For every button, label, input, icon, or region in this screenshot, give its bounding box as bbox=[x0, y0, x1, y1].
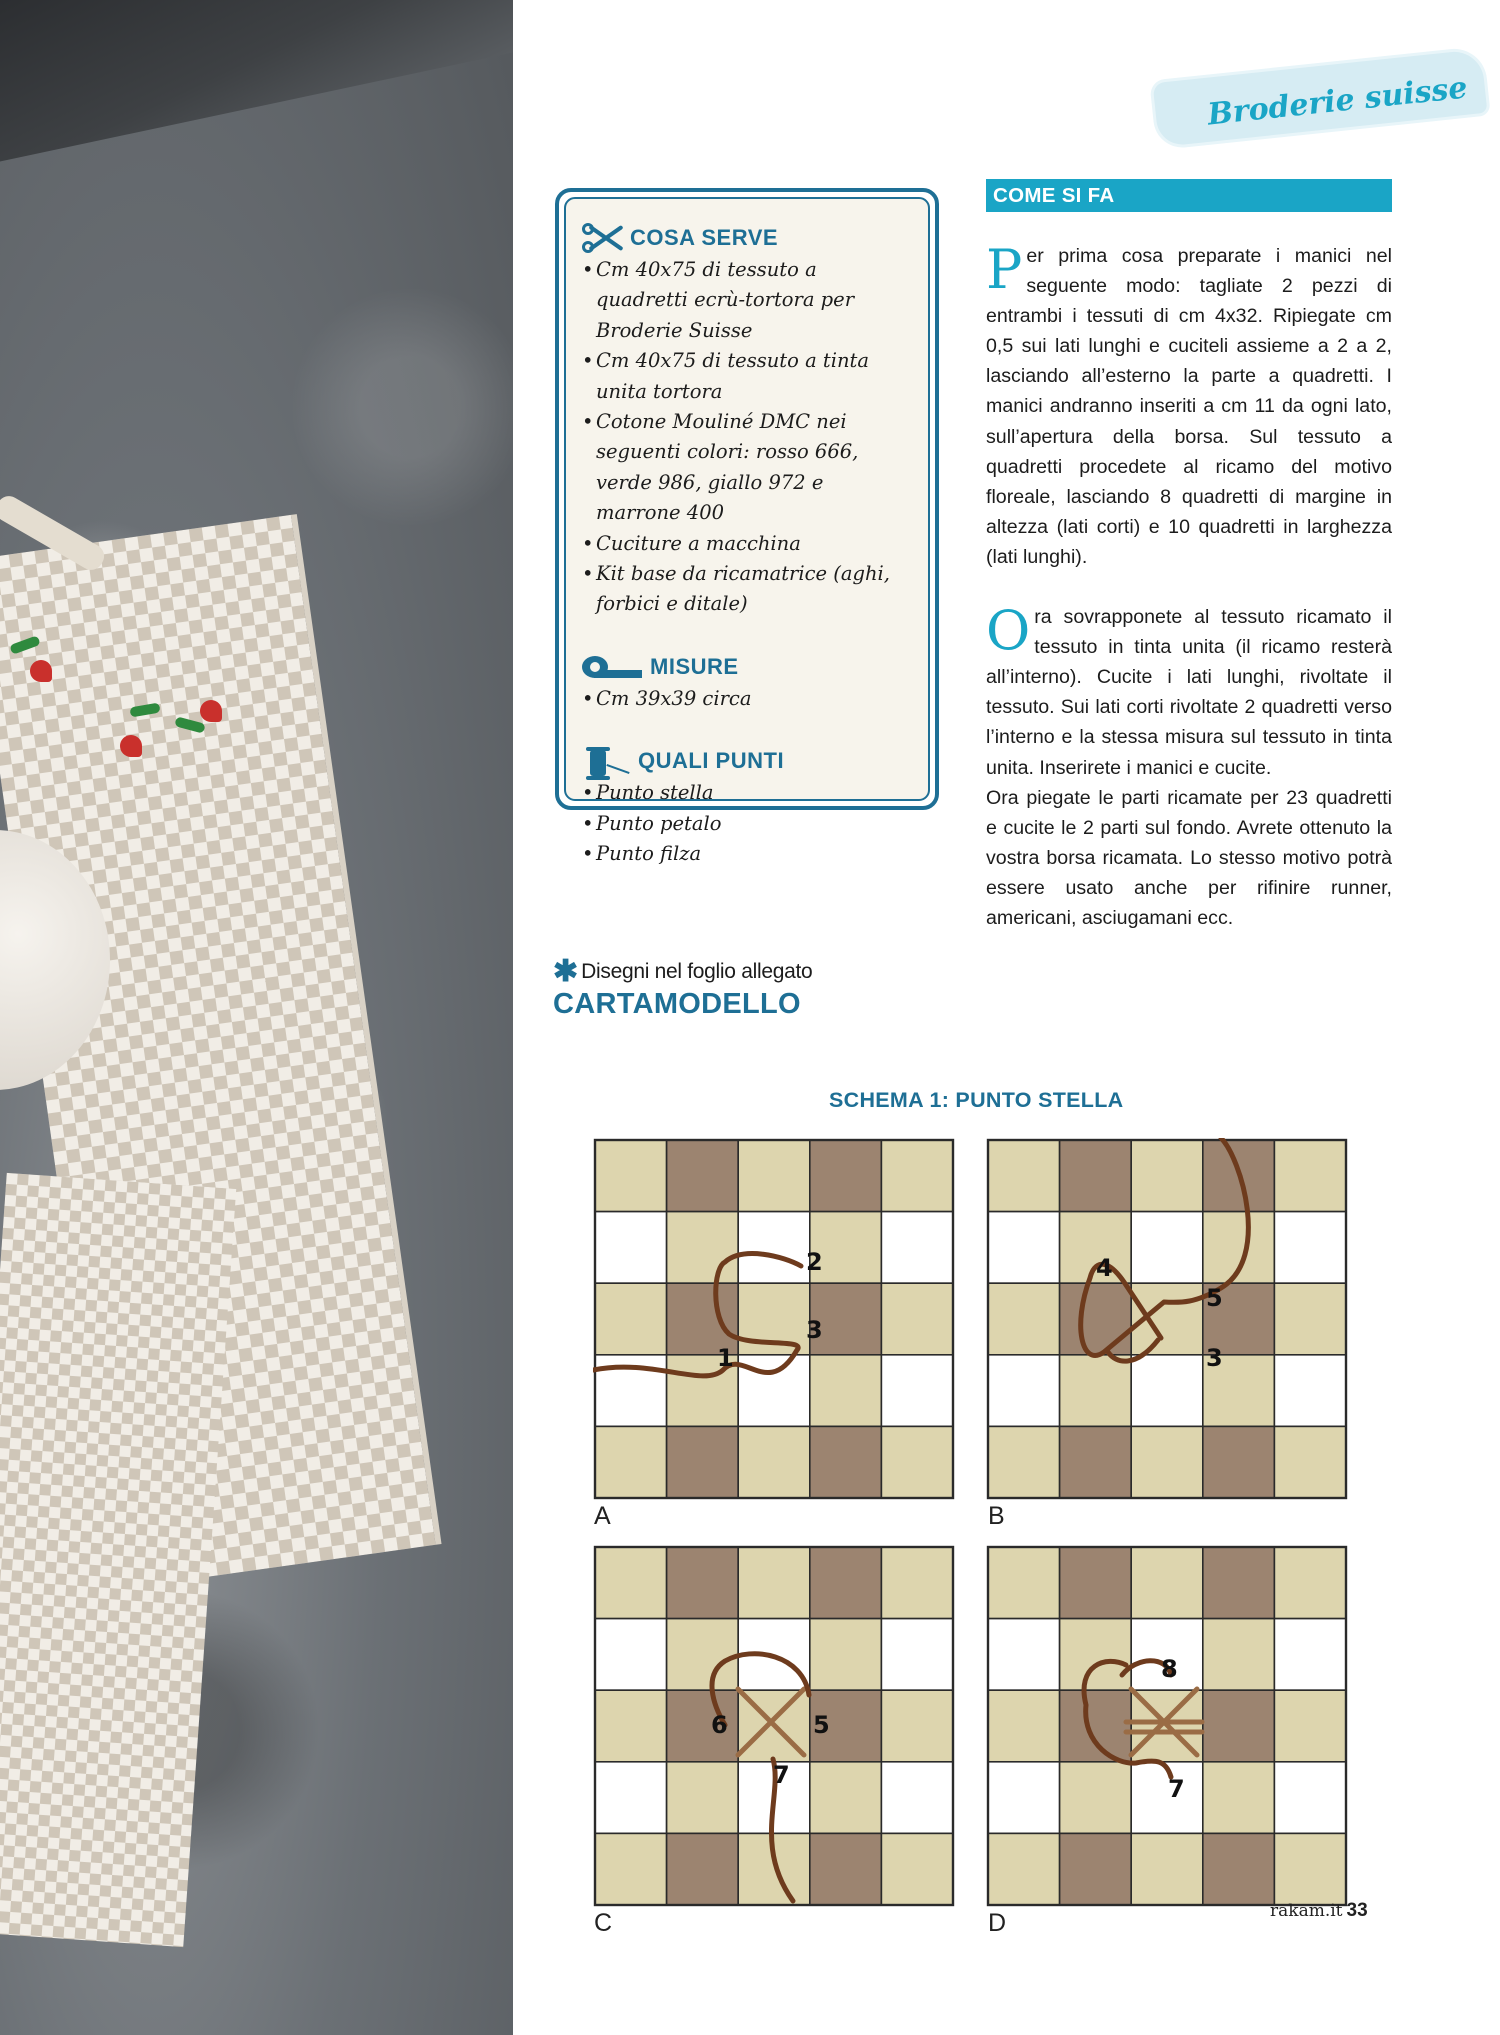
grid-cell bbox=[988, 1762, 1060, 1834]
measuring-tape-icon bbox=[582, 652, 646, 682]
materials-box-inner bbox=[564, 197, 930, 866]
grid-cell bbox=[738, 1140, 810, 1212]
page-footer bbox=[1270, 1900, 1368, 1922]
stitch-number: 3 bbox=[806, 1316, 823, 1344]
grid-cell bbox=[738, 1547, 810, 1619]
grid-cell bbox=[1203, 1833, 1275, 1905]
grid-cell bbox=[595, 1140, 667, 1212]
materials-list bbox=[582, 255, 912, 620]
grid-cell bbox=[1274, 1833, 1346, 1905]
list-item: • Punto stella bbox=[582, 778, 912, 808]
grid-cell bbox=[988, 1690, 1060, 1762]
grid-cell bbox=[667, 1547, 739, 1619]
grid-cell bbox=[1131, 1140, 1203, 1212]
grid-cell bbox=[1274, 1762, 1346, 1834]
embroidered-flower bbox=[200, 700, 222, 722]
grid-cell bbox=[810, 1833, 882, 1905]
section-tag bbox=[1155, 60, 1485, 140]
materials-title: COSA SERVE bbox=[630, 225, 779, 250]
grid-cell bbox=[1274, 1355, 1346, 1427]
grid-cell bbox=[988, 1283, 1060, 1355]
grid-cell bbox=[595, 1690, 667, 1762]
grid-cell bbox=[1274, 1212, 1346, 1284]
stitches-list bbox=[582, 778, 912, 869]
list-item: • Cm 40x75 di tessuto a quadretti ecrù-tortora per Broderie Suisse bbox=[582, 255, 912, 346]
grid-cell bbox=[1203, 1426, 1275, 1498]
grid-cell bbox=[667, 1619, 739, 1691]
list-item: • Cm 39x39 circa bbox=[582, 684, 912, 714]
grid-cell bbox=[1060, 1762, 1132, 1834]
drop-cap: P bbox=[986, 238, 1023, 301]
grid-cell bbox=[1060, 1619, 1132, 1691]
instructions-paragraph bbox=[986, 599, 1392, 783]
grid-cell bbox=[988, 1547, 1060, 1619]
grid-cell bbox=[881, 1547, 953, 1619]
asterisk-icon: ✱ bbox=[553, 955, 579, 988]
stitches-heading bbox=[582, 744, 912, 778]
diagram-panel-b bbox=[986, 1138, 1346, 1498]
stitch-grid bbox=[593, 1138, 955, 1500]
grid-cell bbox=[595, 1619, 667, 1691]
grid-cell bbox=[1203, 1619, 1275, 1691]
grid-cell bbox=[881, 1833, 953, 1905]
grid-cell bbox=[1274, 1547, 1346, 1619]
list-item: • Cuciture a macchina bbox=[582, 529, 912, 559]
grid-cell bbox=[667, 1833, 739, 1905]
stitch-number: 1 bbox=[717, 1344, 734, 1372]
tag-text: Broderie suisse bbox=[1205, 70, 1470, 133]
grid-cell bbox=[1131, 1212, 1203, 1284]
drop-cap: O bbox=[986, 599, 1031, 663]
grid-cell bbox=[738, 1212, 810, 1284]
paragraph-text: er prima cosa preparate i manici nel seguente modo: tagliate 2 pezzi di entrambi i tessuti di cm 4x32. Ripiegate cm 0,5 sui lati lunghi e cuciteli assieme a 2 a 2, lasciando all’esterno la parte a quadretti. I manici andranno inseriti a cm 11 da ogni lato, sull’apertura della borsa. Sul tessuto a quadretti procedete al ricamo del motivo floreale, lasciando 8 quadretti di margine in altezza (lati corti) e 10 quadretti in larghezza (lati lunghi). bbox=[986, 245, 1392, 568]
list-item: • Kit base da ricamatrice (aghi, forbici e ditale) bbox=[582, 559, 912, 620]
grid-cell bbox=[988, 1426, 1060, 1498]
panel-label-a: A bbox=[594, 1502, 611, 1530]
product-photo bbox=[0, 0, 513, 2035]
stitch-number: 5 bbox=[813, 1711, 830, 1739]
instructions-paragraph: Ora piegate le parti ricamate per 23 quadretti e cucite le 2 parti sul fondo. Avrete ottenuto la vostra borsa ricamata. Lo stesso motivo potrà essere usato anche per rifinire runner, americani, asciugamani ecc. bbox=[986, 786, 1392, 929]
panel-label-d: D bbox=[988, 1909, 1007, 1937]
instructions-text bbox=[986, 238, 1392, 933]
grid-cell bbox=[881, 1212, 953, 1284]
pattern-note bbox=[553, 955, 813, 1021]
thread-spool-icon bbox=[582, 746, 634, 776]
grid-cell bbox=[810, 1547, 882, 1619]
grid-cell bbox=[1203, 1762, 1275, 1834]
list-item: • Cm 40x75 di tessuto a tinta unita tortora bbox=[582, 346, 912, 407]
grid-cell bbox=[1131, 1426, 1203, 1498]
panel-label-b: B bbox=[988, 1502, 1005, 1530]
grid-cell bbox=[1274, 1690, 1346, 1762]
materials-heading bbox=[582, 221, 912, 255]
stitch-number: 8 bbox=[1161, 1655, 1178, 1683]
grid-cell bbox=[1131, 1355, 1203, 1427]
page-number: 33 bbox=[1346, 1900, 1368, 1921]
grid-cell bbox=[881, 1619, 953, 1691]
grid-cell bbox=[988, 1355, 1060, 1427]
stitch-number: 4 bbox=[1096, 1254, 1113, 1282]
grid-cell bbox=[1274, 1283, 1346, 1355]
stitches-title: QUALI PUNTI bbox=[638, 748, 785, 774]
grid-cell bbox=[1060, 1690, 1132, 1762]
grid-cell bbox=[881, 1690, 953, 1762]
grid-cell bbox=[881, 1762, 953, 1834]
grid-cell bbox=[1060, 1547, 1132, 1619]
grid-cell bbox=[1131, 1833, 1203, 1905]
grid-cell bbox=[810, 1355, 882, 1427]
stitch-number: 7 bbox=[1168, 1775, 1185, 1803]
scissors-icon bbox=[582, 223, 626, 253]
list-item: • Punto filza bbox=[582, 839, 912, 869]
schema-title: SCHEMA 1: PUNTO STELLA bbox=[829, 1088, 1124, 1112]
site-name: rakam.it bbox=[1270, 1901, 1343, 1921]
stitch-grid bbox=[593, 1545, 955, 1907]
stitch-grid bbox=[986, 1138, 1348, 1500]
grid-cell bbox=[810, 1619, 882, 1691]
diagram-panel-c bbox=[593, 1545, 953, 1905]
grid-cell bbox=[1274, 1619, 1346, 1691]
grid-cell bbox=[595, 1283, 667, 1355]
panel-label-c: C bbox=[594, 1909, 613, 1937]
materials-box bbox=[555, 188, 939, 866]
grid-cell bbox=[667, 1140, 739, 1212]
grid-cell bbox=[595, 1212, 667, 1284]
sizes-list bbox=[582, 684, 912, 714]
grid-cell bbox=[881, 1283, 953, 1355]
grid-cell bbox=[881, 1140, 953, 1212]
grid-cell bbox=[988, 1619, 1060, 1691]
grid-cell bbox=[595, 1762, 667, 1834]
embroidered-flower bbox=[120, 735, 142, 757]
list-item: • Cotone Mouliné DMC nei seguenti colori: rosso 666, verde 986, giallo 972 e marrone 400 bbox=[582, 407, 912, 529]
stitch-grid bbox=[986, 1545, 1348, 1907]
grid-cell bbox=[1274, 1140, 1346, 1212]
diagram-panel-a bbox=[593, 1138, 953, 1498]
grid-cell bbox=[1060, 1355, 1132, 1427]
grid-cell bbox=[1131, 1547, 1203, 1619]
sizes-title: MISURE bbox=[650, 653, 739, 679]
grid-cell bbox=[881, 1355, 953, 1427]
pattern-note-title: CARTAMODELLO bbox=[553, 988, 801, 1020]
grid-cell bbox=[667, 1426, 739, 1498]
grid-cell bbox=[1060, 1283, 1132, 1355]
grid-cell bbox=[1060, 1426, 1132, 1498]
paragraph-text: ra sovrapponete al tessuto ricamato il tessuto in tinta unita (il ricamo resterà all’interno). Cucite i lati lunghi, rivoltate il tessuto. Sui lati corti rivoltate 2 quadretti verso l’interno e la stessa misura sul tessuto in tinta unita. Inserirete i manici e cucite. bbox=[986, 606, 1392, 779]
embroidered-flower bbox=[30, 660, 52, 682]
instructions-heading: COME SI FA bbox=[986, 179, 1392, 212]
grid-cell bbox=[667, 1212, 739, 1284]
grid-cell bbox=[738, 1426, 810, 1498]
grid-cell bbox=[1060, 1833, 1132, 1905]
stitch-number: 7 bbox=[773, 1761, 790, 1789]
grid-cell bbox=[810, 1426, 882, 1498]
diagram-panel-d bbox=[986, 1545, 1346, 1905]
grid-cell bbox=[988, 1212, 1060, 1284]
grid-cell bbox=[1203, 1547, 1275, 1619]
stitch-number: 6 bbox=[711, 1711, 728, 1739]
grid-cell bbox=[1060, 1140, 1132, 1212]
pattern-note-subtitle: Disegni nel foglio allegato bbox=[581, 960, 813, 983]
grid-cell bbox=[595, 1426, 667, 1498]
grid-cell bbox=[988, 1140, 1060, 1212]
grid-cell bbox=[988, 1833, 1060, 1905]
list-item: • Punto petalo bbox=[582, 809, 912, 839]
grid-cell bbox=[595, 1547, 667, 1619]
grid-cell bbox=[1203, 1690, 1275, 1762]
stitch-number: 5 bbox=[1206, 1284, 1223, 1312]
grid-cell bbox=[810, 1140, 882, 1212]
sizes-heading bbox=[582, 650, 912, 684]
stitch-number: 3 bbox=[1206, 1344, 1223, 1372]
grid-cell bbox=[595, 1833, 667, 1905]
grid-cell bbox=[667, 1762, 739, 1834]
instructions-paragraph bbox=[986, 238, 1392, 572]
stitch-number: 2 bbox=[806, 1248, 823, 1276]
grid-cell bbox=[1274, 1426, 1346, 1498]
grid-cell bbox=[810, 1762, 882, 1834]
grid-cell bbox=[881, 1426, 953, 1498]
